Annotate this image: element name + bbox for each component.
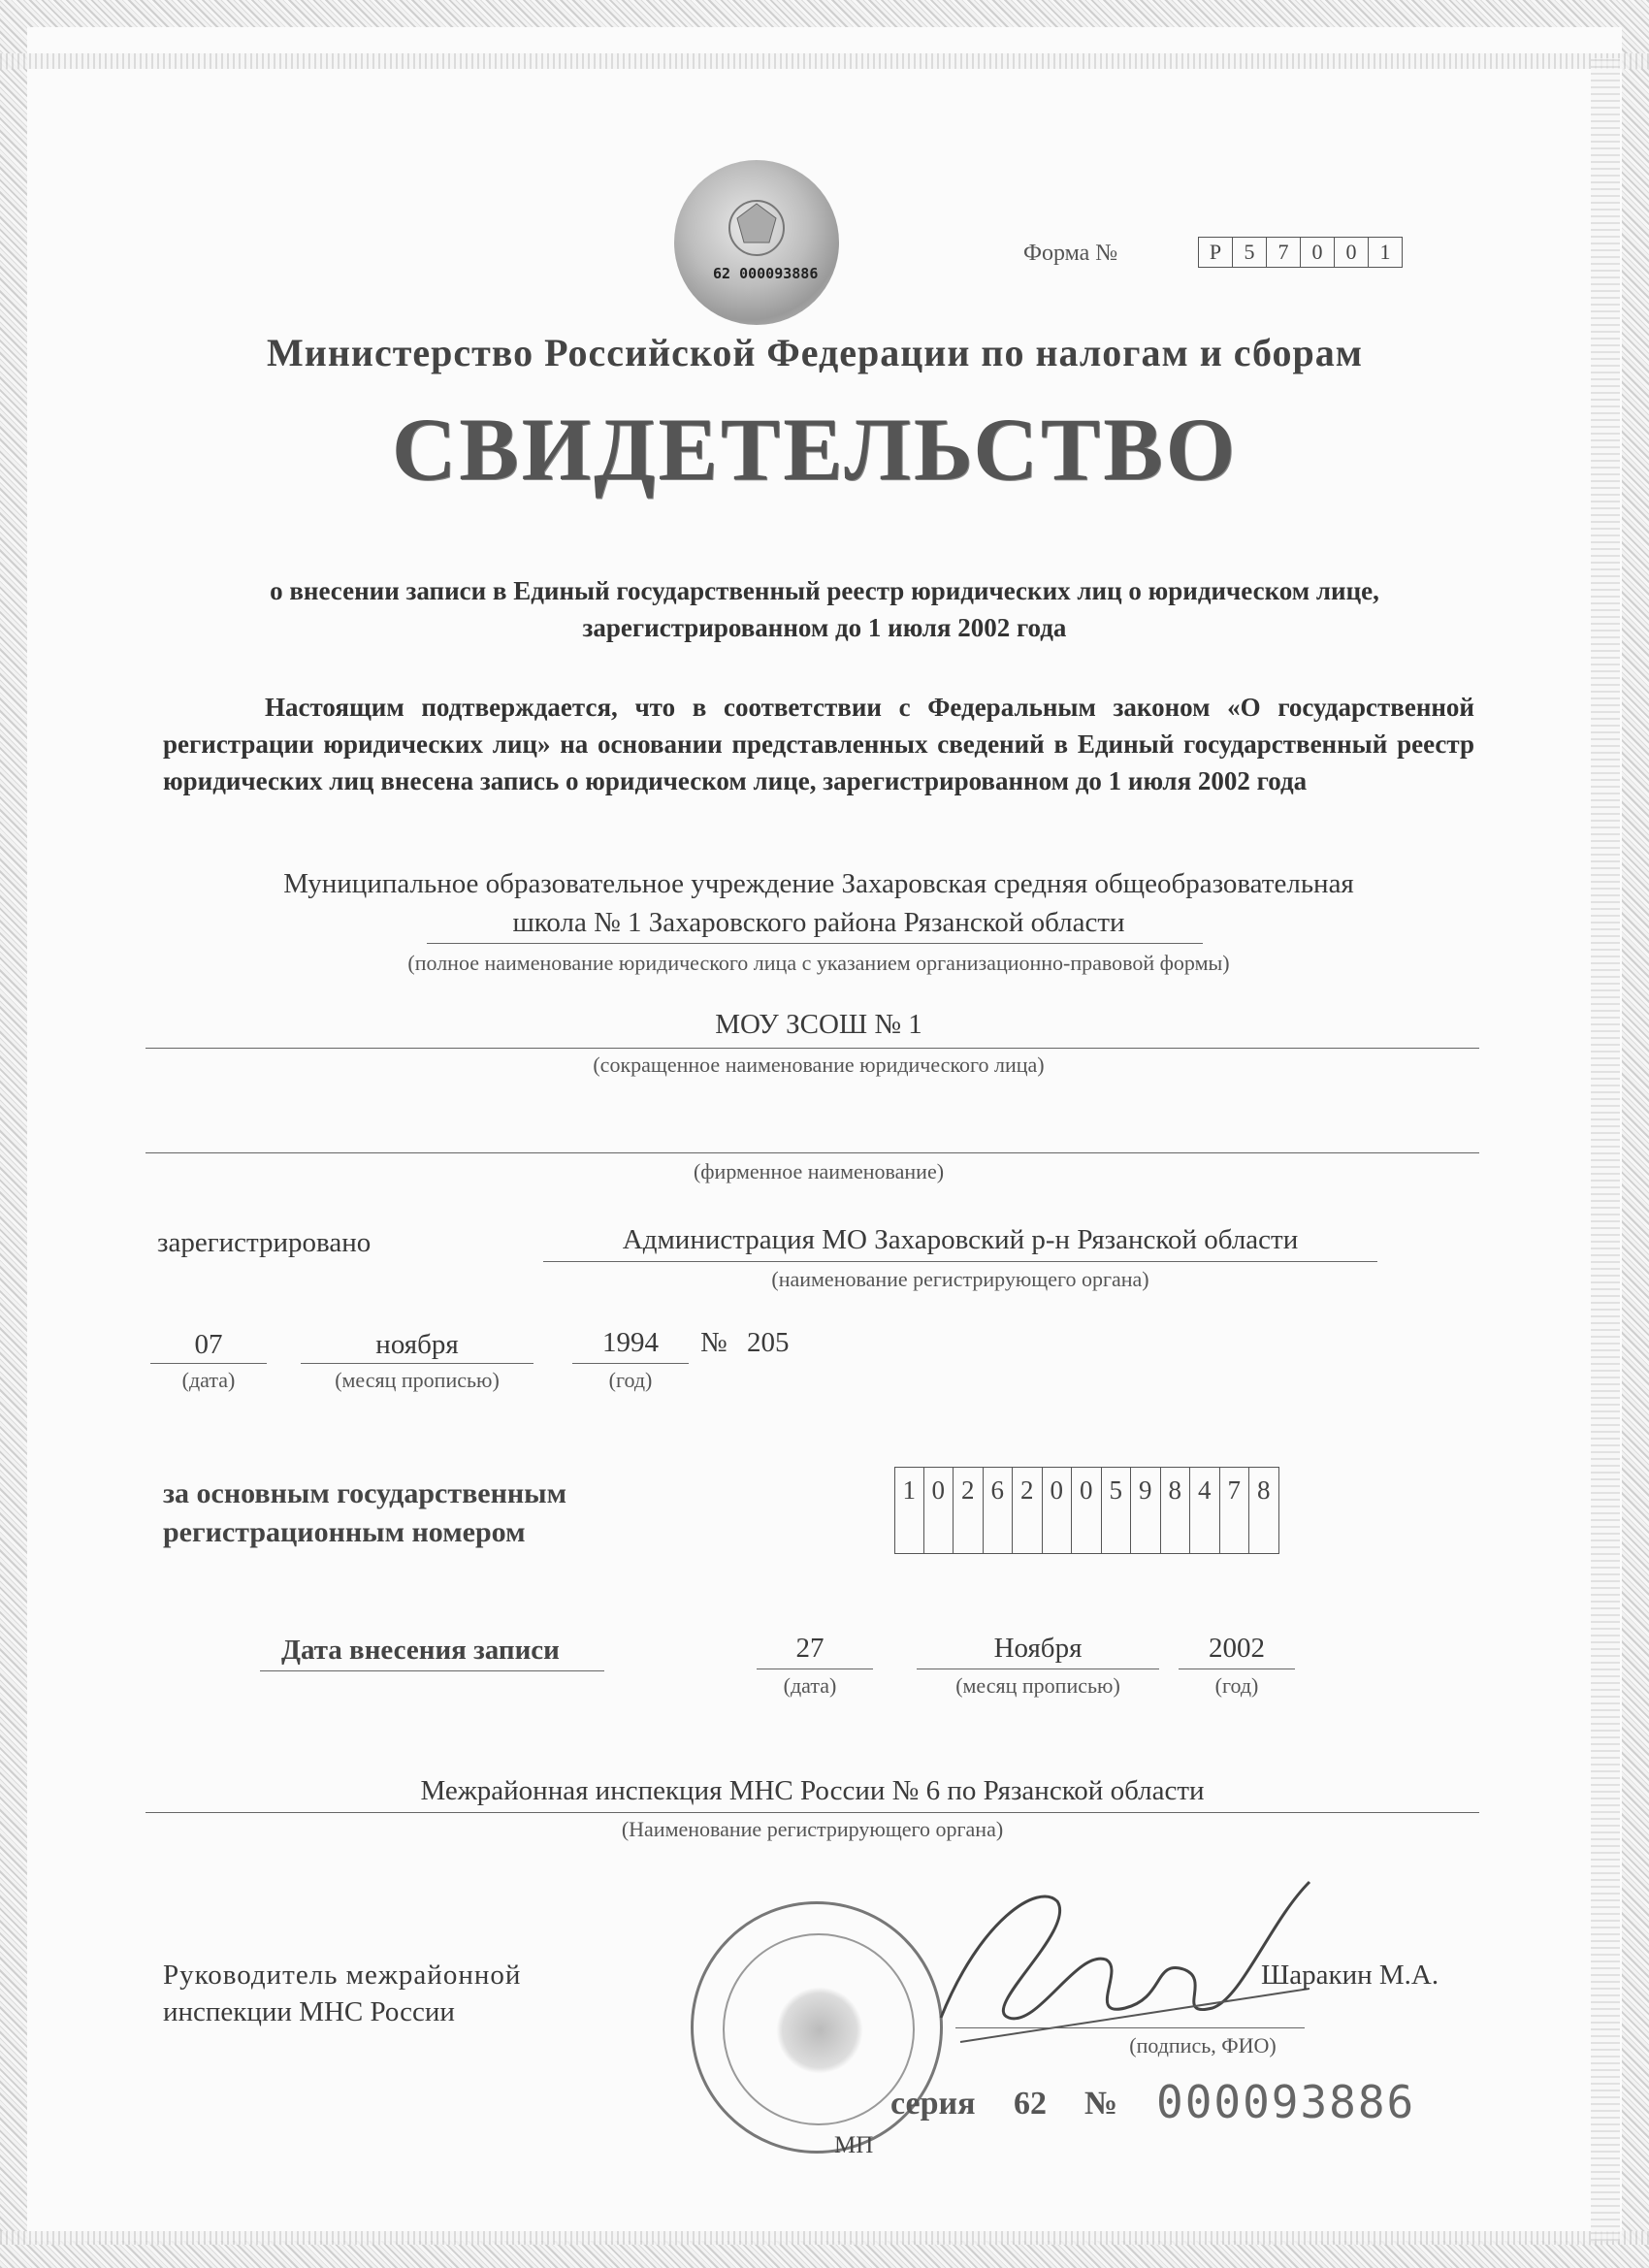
registration-month-underline xyxy=(301,1363,534,1364)
full-name-line2: школа № 1 Захаровского района Рязанской области xyxy=(512,907,1125,938)
form-number-cells xyxy=(1198,237,1403,268)
form-cell: 1 xyxy=(1369,237,1403,268)
ogrn-digit: 7 xyxy=(1220,1467,1250,1554)
signatory-position-line1: Руководитель межрайонной xyxy=(163,1960,522,1991)
brand-name-hint: (фирменное наименование) xyxy=(693,1159,945,1183)
signatory-name: Шаракин М.А. xyxy=(1261,1960,1439,1991)
border-pattern-right xyxy=(1591,58,1620,2241)
ogrn-digit: 2 xyxy=(1013,1467,1043,1554)
registration-day: 07 xyxy=(194,1329,223,1360)
ogrn-label-line1: за основным государственным xyxy=(163,1477,567,1509)
registration-number-label: № xyxy=(700,1327,728,1358)
registration-month: ноября xyxy=(375,1329,459,1360)
ogrn-digit: 9 xyxy=(1131,1467,1161,1554)
registering-authority: Администрация МО Захаровский р-н Рязанской области xyxy=(622,1224,1299,1255)
ogrn-digit: 5 xyxy=(1102,1467,1132,1554)
stamp-label: МП xyxy=(834,2132,874,2158)
ogrn-digit: 2 xyxy=(954,1467,984,1554)
series-value: 62 xyxy=(1014,2086,1047,2122)
form-cell: 5 xyxy=(1233,237,1267,268)
registration-month-hint: (месяц прописью) xyxy=(335,1368,500,1392)
entry-day: 27 xyxy=(795,1633,824,1664)
inspection-underline xyxy=(146,1812,1479,1813)
ogrn-digit: 4 xyxy=(1190,1467,1220,1554)
registering-authority-hint: (наименование регистрирующего органа) xyxy=(771,1267,1149,1291)
registered-label: зарегистрировано xyxy=(157,1227,372,1258)
ogrn-digit: 8 xyxy=(1249,1467,1279,1554)
ogrn-label xyxy=(163,1474,566,1552)
registration-year-underline xyxy=(572,1363,689,1364)
short-name: МОУ ЗСОШ № 1 xyxy=(715,1009,922,1040)
document-subtitle: о внесении записи в Единый государственный реестр юридических лиц о юридическом лице, зарегистрированном до 1 июля 2002 года xyxy=(270,576,1379,642)
hologram-seal xyxy=(674,160,839,325)
inspection-name: Межрайонная инспекция МНС России № 6 по Рязанской области xyxy=(420,1775,1205,1806)
form-cell: 0 xyxy=(1301,237,1335,268)
signature-hint: (подпись, ФИО) xyxy=(1129,2033,1277,2057)
blank-number: 000093886 xyxy=(1156,2076,1416,2128)
brand-name-underline xyxy=(146,1152,1479,1153)
border-pattern-top xyxy=(0,53,1649,69)
entry-month-hint: (месяц прописью) xyxy=(955,1673,1120,1698)
entry-year-hint: (год) xyxy=(1214,1673,1259,1698)
registration-year: 1994 xyxy=(602,1327,659,1358)
ogrn-digit: 0 xyxy=(1072,1467,1102,1554)
stamp-emblem-icon xyxy=(776,1987,863,2074)
form-cell: Р xyxy=(1198,237,1233,268)
series-label: серия xyxy=(890,2086,976,2122)
document-title: СВИДЕТЕЛЬСТВО xyxy=(391,400,1239,499)
short-name-underline xyxy=(146,1048,1479,1049)
form-number-label: Форма № xyxy=(1023,241,1118,266)
confirmation-paragraph: Настоящим подтверждается, что в соответствии с Федеральным законом «О государственной регистрации юридических лиц» на основании представленных сведений в Единый государственный реестр юридических лиц внесена запись о юридическом лице, зарегистрированном до 1 июля 2002 года xyxy=(163,693,1474,795)
ogrn-digit-cells xyxy=(894,1467,1279,1554)
ogrn-digit: 8 xyxy=(1161,1467,1191,1554)
registration-day-underline xyxy=(150,1363,267,1364)
inspection-hint: (Наименование регистрирующего органа) xyxy=(621,1817,1004,1841)
ogrn-digit: 1 xyxy=(894,1467,924,1554)
entry-month: Ноября xyxy=(993,1633,1083,1664)
signature-underline xyxy=(955,2027,1305,2028)
signatory-position-line2: инспекции МНС России xyxy=(163,1996,455,2027)
ogrn-digit: 6 xyxy=(984,1467,1014,1554)
ogrn-digit: 0 xyxy=(1043,1467,1073,1554)
entry-date-label-underline xyxy=(260,1670,604,1671)
hologram-number: 62 000093886 xyxy=(713,265,819,282)
registration-number: 205 xyxy=(747,1327,790,1358)
entry-year: 2002 xyxy=(1209,1633,1265,1664)
blank-number-label: № xyxy=(1084,2086,1118,2122)
ministry-heading: Министерство Российской Федерации по налогам и сборам xyxy=(267,331,1363,374)
ogrn-label-line2: регистрационным номером xyxy=(163,1516,526,1548)
form-cell: 0 xyxy=(1335,237,1369,268)
full-name-line1: Муниципальное образовательное учреждение Захаровская средняя общеобразовательная xyxy=(283,868,1354,899)
ogrn-digit: 0 xyxy=(924,1467,954,1554)
registration-day-hint: (дата) xyxy=(181,1368,236,1392)
emblem-icon xyxy=(674,160,839,325)
registration-year-hint: (год) xyxy=(608,1368,653,1392)
form-cell: 7 xyxy=(1267,237,1301,268)
short-name-hint: (сокращенное наименование юридического лица) xyxy=(593,1053,1045,1077)
entry-date-label: Дата внесения записи xyxy=(281,1635,560,1666)
full-name-hint: (полное наименование юридического лица с указанием организационно-правовой формы) xyxy=(407,951,1230,975)
border-pattern-bottom xyxy=(0,2231,1649,2245)
full-name-underline xyxy=(427,943,1203,944)
entry-day-hint: (дата) xyxy=(783,1673,837,1698)
registering-authority-underline xyxy=(543,1261,1377,1262)
